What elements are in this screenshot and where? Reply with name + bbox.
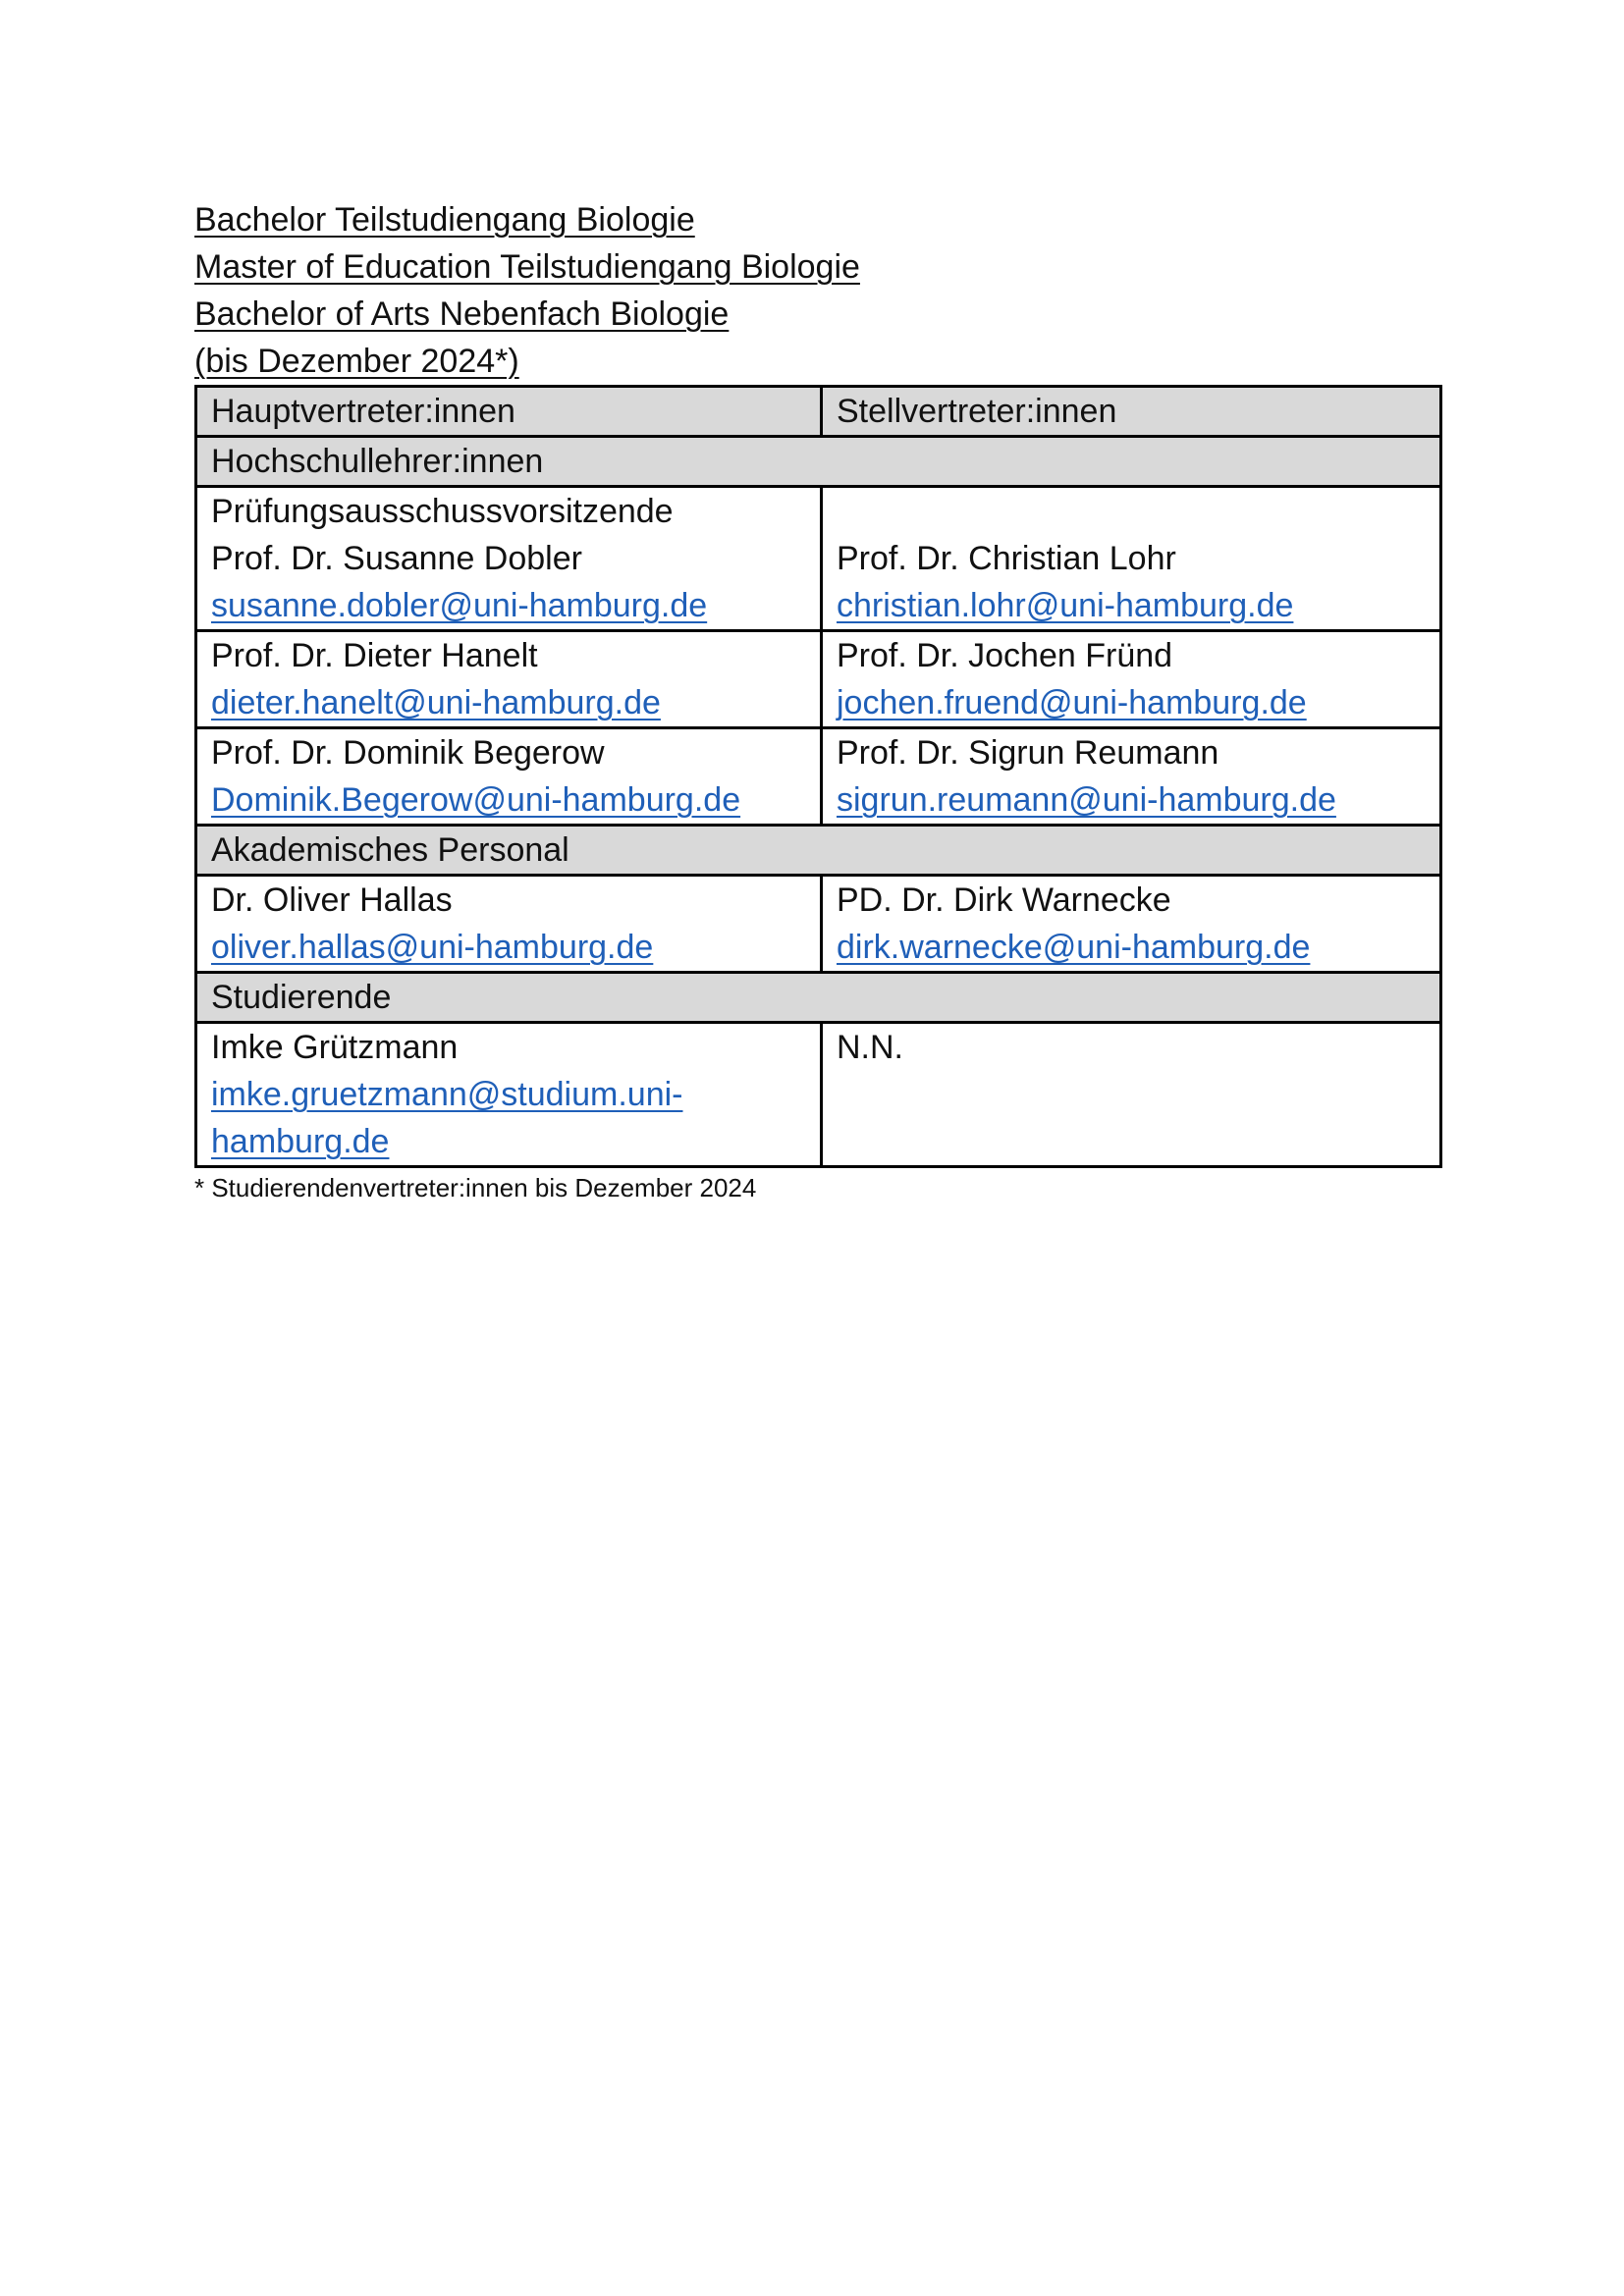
table-header-row <box>196 387 1441 437</box>
deputy-cell <box>822 728 1441 826</box>
email-link[interactable]: dieter.hanelt@uni-hamburg.de <box>211 684 661 721</box>
heading-text: Master of Education Teilstudiengang Biologie <box>194 248 860 286</box>
header-main-representatives: Hauptvertreter:innen <box>196 387 822 437</box>
footnote: * Studierendenvertreter:innen bis Dezember 2024 <box>194 1173 757 1202</box>
heading-text: Bachelor of Arts Nebenfach Biologie <box>194 295 730 333</box>
email-line <box>211 776 806 824</box>
main-cell <box>196 487 822 631</box>
committee-table <box>194 385 1442 1168</box>
member-name: Prof. Dr. Susanne Dobler <box>211 540 582 577</box>
member-name: PD. Dr. Dirk Warnecke <box>837 881 1171 919</box>
email-line <box>211 924 806 971</box>
header-deputies: Stellvertreter:innen <box>822 387 1441 437</box>
email-link[interactable]: Dominik.Begerow@uni-hamburg.de <box>211 781 741 819</box>
table-row <box>196 728 1441 826</box>
main-cell <box>196 728 822 826</box>
email-link-continuation[interactable]: hamburg.de <box>211 1123 390 1160</box>
member-name: Prof. Dr. Sigrun Reumann <box>837 734 1219 772</box>
member-name: Prof. Dr. Christian Lohr <box>837 540 1176 577</box>
table-row <box>196 876 1441 973</box>
group-label-professors: Hochschullehrer:innen <box>196 437 1441 487</box>
email-line <box>211 679 806 726</box>
main-cell <box>196 1023 822 1167</box>
group-row-professors <box>196 437 1441 487</box>
email-link[interactable]: christian.lohr@uni-hamburg.de <box>837 587 1294 624</box>
heading-text: (bis Dezember 2024*) <box>194 343 519 380</box>
member-name: Imke Grützmann <box>211 1029 459 1066</box>
member-name: Dr. Oliver Hallas <box>211 881 453 919</box>
email-line <box>211 582 806 629</box>
member-name: Prof. Dr. Dominik Begerow <box>211 734 605 772</box>
deputy-cell <box>822 487 1441 631</box>
heading-text: Bachelor Teilstudiengang Biologie <box>194 201 695 239</box>
email-link[interactable]: sigrun.reumann@uni-hamburg.de <box>837 781 1336 819</box>
email-line <box>211 1071 806 1118</box>
email-link[interactable]: imke.gruetzmann@studium.uni- <box>211 1076 683 1113</box>
email-line <box>837 776 1426 824</box>
group-row-students <box>196 973 1441 1023</box>
email-link[interactable]: oliver.hallas@uni-hamburg.de <box>211 929 654 966</box>
member-name: Prof. Dr. Dieter Hanelt <box>211 637 538 674</box>
email-line <box>837 679 1426 726</box>
deputy-cell <box>822 1023 1441 1167</box>
role-label: Prüfungsausschussvorsitzende <box>211 493 674 530</box>
group-label-students: Studierende <box>196 973 1441 1023</box>
heading-line-4 <box>194 338 1439 385</box>
email-link[interactable]: susanne.dobler@uni-hamburg.de <box>211 587 708 624</box>
member-name: Prof. Dr. Jochen Fründ <box>837 637 1173 674</box>
document-page <box>194 196 1439 1205</box>
table-row <box>196 487 1441 631</box>
heading-line-1 <box>194 196 1439 243</box>
table-row <box>196 1023 1441 1167</box>
email-link[interactable]: jochen.fruend@uni-hamburg.de <box>837 684 1307 721</box>
email-line <box>837 924 1426 971</box>
email-link[interactable]: dirk.warnecke@uni-hamburg.de <box>837 929 1311 966</box>
email-line <box>211 1118 806 1165</box>
heading-line-3 <box>194 291 1439 338</box>
table-row <box>196 631 1441 728</box>
member-name: N.N. <box>837 1029 903 1066</box>
empty-line <box>837 488 1426 535</box>
deputy-cell <box>822 876 1441 973</box>
main-cell <box>196 631 822 728</box>
group-row-academic-staff <box>196 826 1441 876</box>
group-label-academic-staff: Akademisches Personal <box>196 826 1441 876</box>
main-cell <box>196 876 822 973</box>
heading-line-2 <box>194 243 1439 291</box>
email-line <box>837 582 1426 629</box>
deputy-cell <box>822 631 1441 728</box>
